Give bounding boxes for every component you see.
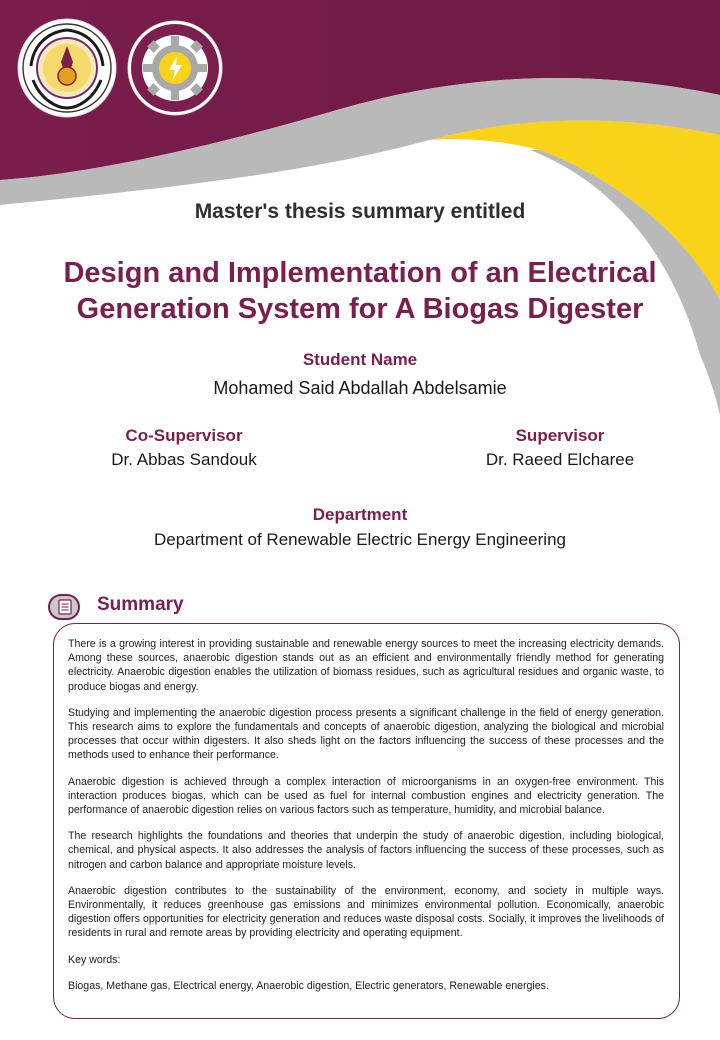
department-label: Department [312,505,408,524]
document-list-icon [48,594,80,620]
co-supervisor-label: Co-Supervisor [125,426,243,445]
university-seal-icon [17,18,117,118]
supervisor-label: Supervisor [515,426,605,445]
student-name-label: Student Name [302,350,418,369]
summary-title: Summary [97,594,184,615]
intro-text: Master's thesis summary entitled [194,200,526,223]
thesis-title-line: Generation System for A Biogas Digester [76,293,644,325]
thesis-title-line: Design and Implementation of an Electrical [63,257,657,289]
keywords-list: Biogas, Methane gas, Electrical energy, Anaerobic digestion, Electric generators, Renewable energies. [68,979,549,992]
summary-paragraph: Studying and implementing the anaerobic digestion process presents a significant challenge in the field of energy generation. This research aims to explore the fundamentals and concepts of anaerobic digestion, analyzing the biological and microbial processes that occur within digesters. It also sheds light on the factors influencing the success of these processes and the methods used to enhance their performance. [68,706,664,762]
summary-paragraph: The research highlights the foundations and theories that underpin the study of anaerobic digestion, including biological, chemical, and physical aspects. It also addresses the analysis of factors influencing the success of these processes, such as nitrogen and carbon balance and appropriate moisture levels. [68,830,664,871]
student-name-value: Mohamed Said Abdallah Abdelsamie [213,378,507,398]
summary-box [53,623,680,1019]
department-value: Department of Renewable Electric Energy Engineering [153,530,566,549]
thesis-title [30,255,690,327]
summary-paragraph: Anaerobic digestion contributes to the sustainability of the environment, economy, and society in multiple ways. Environmentally, it reduces greenhouse gas emissions and minimizes environmental pollution. Economically, anaerobic digestion offers opportunities for electricity generation and reduces waste disposal costs. Socially, it improves the livelihoods of residents in rural and remote areas by providing electricity and operating equipment. [68,884,664,940]
supervisor-value: Dr. Raeed Elcharee [485,450,635,469]
summary-paragraph: There is a growing interest in providing sustainable and renewable energy sources to meet the increasing electricity demands. Among these sources, anaerobic digestion stands out as an efficient and environmentally friendly method for generating electricity. Anaerobic digestion enables the utilization of biomass residues, such as agricultural residues and organic waste, to produce biogas and energy. [68,638,664,693]
faculty-gear-lightning-icon [127,20,223,116]
keywords-label: Key words: [68,953,121,966]
co-supervisor-value: Dr. Abbas Sandouk [111,450,257,469]
summary-heading [44,592,244,620]
summary-paragraph: Anaerobic digestion is achieved through a complex interaction of microorganisms in an oxygen-free environment. This interaction produces biogas, which can be used as fuel for internal combustion engines and electricity generation. The performance of anaerobic digestion relies on various factors such as temperature, humidity, and microbial balance. [68,775,664,817]
